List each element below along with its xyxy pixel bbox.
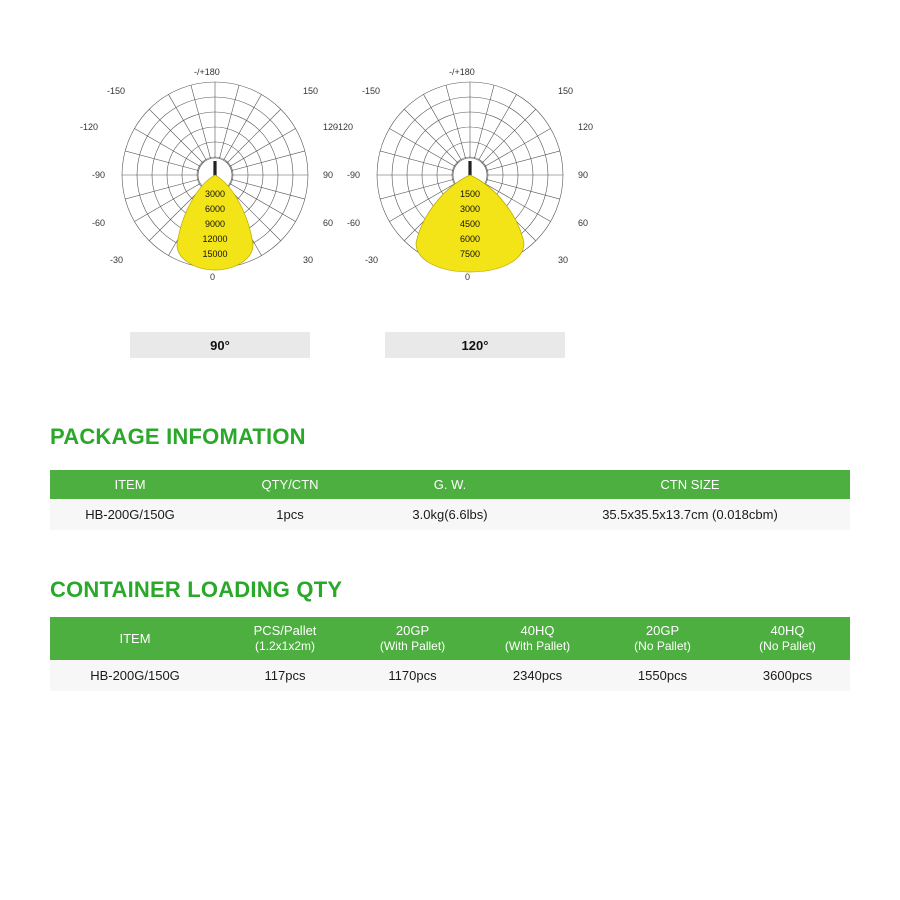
package-cell-gw: 3.0kg(6.6lbs) [370, 499, 530, 530]
container-header-40hq-no-pallet [725, 617, 850, 660]
axis-label-zero: 0 [210, 272, 216, 282]
axis-label-neg120: -120 [335, 122, 354, 132]
container-cell-20gp-with-pallet: 1170pcs [350, 660, 475, 691]
axis-label-150: 150 [558, 86, 574, 96]
container-header-20gp-with-pallet [350, 617, 475, 660]
axis-label-150: 150 [303, 86, 319, 96]
package-header-item: ITEM [50, 470, 210, 499]
table-row [50, 499, 850, 530]
container-section-title: CONTAINER LOADING QTY [50, 577, 343, 602]
container-loading-table [50, 617, 850, 691]
axis-label-top: -/+180 [449, 67, 475, 77]
svg-text:9000: 9000 [204, 219, 226, 229]
container-header-40hq-no-pallet-sub: (No Pallet) [759, 639, 816, 654]
container-header-40hq-no-pallet-main: 40HQ [770, 623, 805, 638]
container-cell-40hq-with-pallet: 2340pcs [475, 660, 600, 691]
package-cell-qty: 1pcs [210, 499, 370, 530]
svg-text:7500: 7500 [459, 249, 481, 259]
package-header-gw: G. W. [370, 470, 530, 499]
package-header-qty: QTY/CTN [210, 470, 370, 499]
package-cell-item: HB-200G/150G [50, 499, 210, 530]
container-header-pcs-pallet-main: PCS/Pallet [253, 623, 317, 638]
polar-diagram-120 [315, 60, 625, 360]
table-header-row [50, 617, 850, 660]
axis-label-30: 30 [558, 255, 569, 265]
container-header-pcs-pallet [220, 617, 350, 660]
container-header-40hq-with-pallet-sub: (With Pallet) [504, 639, 571, 654]
polar-chart-120 [315, 60, 625, 300]
svg-text:3000: 3000 [459, 204, 481, 214]
axis-label-120: 120 [323, 122, 339, 132]
axis-label-30: 30 [303, 255, 314, 265]
axis-label-neg60: -60 [92, 218, 106, 228]
svg-text:12000: 12000 [202, 234, 228, 244]
container-cell-20gp-no-pallet: 1550pcs [600, 660, 725, 691]
axis-label-120: 120 [578, 122, 594, 132]
container-header-40hq-with-pallet-main: 40HQ [520, 623, 555, 638]
container-cell-pcs-pallet: 117pcs [220, 660, 350, 691]
beam-angle-caption-90: 90° [130, 332, 310, 358]
axis-label-top: -/+180 [194, 67, 220, 77]
container-header-40hq-with-pallet [475, 617, 600, 660]
package-header-ctn-size: CTN SIZE [530, 470, 850, 499]
package-information-table [50, 470, 850, 530]
svg-text:15000: 15000 [202, 249, 228, 259]
container-header-item [50, 617, 220, 660]
axis-label-90: 90 [578, 170, 589, 180]
package-section-title: PACKAGE INFOMATION [50, 424, 306, 449]
container-header-20gp-no-pallet-main: 20GP [645, 623, 680, 638]
axis-label-neg60: -60 [347, 218, 361, 228]
axis-label-60: 60 [578, 218, 589, 228]
container-header-20gp-with-pallet-sub: (With Pallet) [379, 639, 446, 654]
container-header-pcs-pallet-sub: (1.2x1x2m) [254, 639, 316, 654]
package-cell-ctn-size: 35.5x35.5x13.7cm (0.018cbm) [530, 499, 850, 530]
svg-text:6000: 6000 [204, 204, 226, 214]
axis-label-neg120: -120 [80, 122, 99, 132]
axis-label-zero: 0 [465, 272, 471, 282]
axis-label-90: 90 [323, 170, 334, 180]
svg-text:4500: 4500 [459, 219, 481, 229]
container-cell-40hq-no-pallet: 3600pcs [725, 660, 850, 691]
beam-angle-caption-120: 120° [385, 332, 565, 358]
container-header-20gp-no-pallet-sub: (No Pallet) [634, 639, 691, 654]
container-header-20gp-with-pallet-main: 20GP [395, 623, 430, 638]
axis-label-neg90: -90 [92, 170, 106, 180]
photometric-diagrams [0, 60, 900, 360]
container-cell-item: HB-200G/150G [50, 660, 220, 691]
container-header-20gp-no-pallet [600, 617, 725, 660]
svg-text:6000: 6000 [459, 234, 481, 244]
svg-text:1500: 1500 [459, 189, 481, 199]
axis-label-neg150: -150 [107, 86, 126, 96]
table-header-row [50, 470, 850, 499]
table-row [50, 660, 850, 691]
axis-label-60: 60 [323, 218, 334, 228]
container-header-item-main: ITEM [119, 630, 151, 646]
axis-label-neg30: -30 [110, 255, 124, 265]
axis-label-neg30: -30 [365, 255, 379, 265]
svg-text:3000: 3000 [204, 189, 226, 199]
axis-label-neg150: -150 [362, 86, 381, 96]
axis-label-neg90: -90 [347, 170, 361, 180]
